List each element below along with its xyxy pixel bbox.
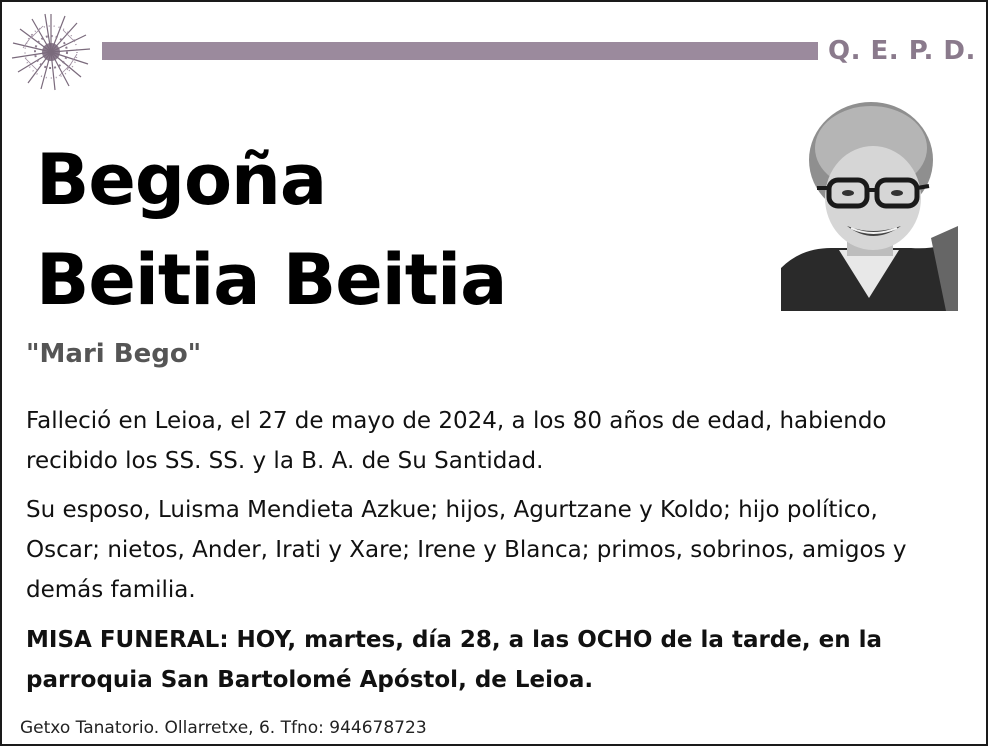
death-notice-line: recibido los SS. SS. y la B. A. de Su Santidad. <box>26 448 544 474</box>
header-bar <box>102 42 818 60</box>
family-list <box>26 490 926 610</box>
family-line: Oscar; nietos, Ander, Irati y Xare; Irene y Blanca; primos, sobrinos, amigos y <box>26 537 907 563</box>
qepd-tag: Q. E. P. D. <box>828 36 976 66</box>
deceased-name <box>36 130 506 330</box>
first-name: Begoña <box>36 139 327 221</box>
thistle-flower-icon <box>8 10 94 94</box>
surnames: Beitia Beitia <box>36 239 507 321</box>
funeral-line: MISA FUNERAL: HOY, martes, día 28, a las OCHO de la tarde, en la <box>26 627 882 653</box>
family-line: Su esposo, Luisma Mendieta Azkue; hijos, Agurtzane y Koldo; hijo político, <box>26 497 878 523</box>
funeral-home-footer: Getxo Tanatorio. Ollarretxe, 6. Tfno: 944678723 <box>20 718 427 738</box>
funeral-mass-notice <box>26 620 926 700</box>
death-notice <box>26 401 926 481</box>
family-line: demás familia. <box>26 577 196 603</box>
portrait-photo <box>781 98 958 311</box>
funeral-line: parroquia San Bartolomé Apóstol, de Leioa. <box>26 667 594 693</box>
nickname: "Mari Bego" <box>26 339 202 369</box>
death-notice-line: Falleció en Leioa, el 27 de mayo de 2024, a los 80 años de edad, habiendo <box>26 408 887 434</box>
